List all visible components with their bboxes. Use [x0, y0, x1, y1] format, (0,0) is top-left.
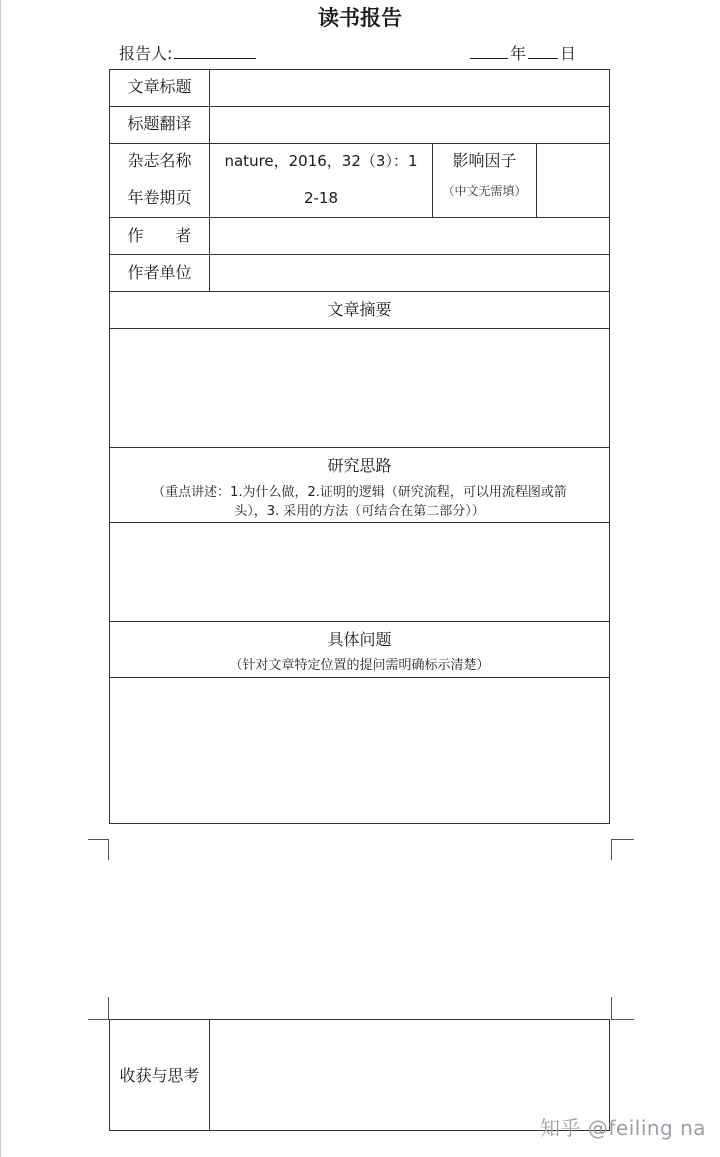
year-blank[interactable] — [470, 58, 508, 59]
title-translation-label: 标题翻译 — [127, 114, 192, 133]
article-title-field[interactable] — [211, 71, 608, 105]
journal-value-line2[interactable]: 2-18 — [303, 189, 339, 207]
page-corner-mark — [88, 997, 109, 1020]
abstract-header: 文章摘要 — [327, 300, 392, 319]
research-idea-note-line2: 头），3. 采用的方法（可结合在第二部分）） — [234, 504, 485, 519]
abstract-field[interactable] — [111, 330, 608, 446]
impact-factor-note: （中文无需填） — [442, 184, 527, 198]
label-column-divider — [209, 1019, 210, 1131]
author-field[interactable] — [211, 219, 608, 253]
row-divider — [109, 522, 610, 523]
title-translation-field[interactable] — [211, 108, 608, 142]
label-column-divider — [209, 69, 210, 291]
row-divider — [109, 447, 610, 448]
impact-factor-value-divider — [536, 143, 537, 217]
impact-factor-field[interactable] — [538, 145, 608, 216]
watermark-text: 知乎 @feiling na — [540, 1116, 707, 1140]
specific-questions-header: 具体问题 — [327, 630, 392, 649]
reporter-blank[interactable] — [174, 58, 256, 59]
page-title: 读书报告 — [318, 6, 402, 30]
row-divider — [109, 621, 610, 622]
row-divider — [109, 677, 610, 678]
article-title-label: 文章标题 — [127, 77, 192, 96]
page-corner-mark — [88, 839, 109, 860]
page-edge — [0, 0, 1, 1157]
journal-value-line1[interactable]: nature，2016，32（3）：1 — [224, 152, 418, 170]
research-idea-note-line1: （重点讲述：1.为什么做，2.证明的逻辑（研究流程，可以用流程图或箭 — [152, 485, 567, 500]
gains-label: 收获与思考 — [119, 1066, 200, 1085]
year-label: 年 — [510, 44, 527, 63]
row-divider — [109, 106, 610, 107]
row-divider — [109, 254, 610, 255]
volume-pages-label: 年卷期页 — [127, 188, 192, 207]
impact-factor-label: 影响因子 — [452, 151, 517, 170]
reporter-label: 报告人: — [119, 44, 173, 63]
journal-name-label: 杂志名称 — [127, 151, 192, 170]
specific-questions-field[interactable] — [111, 679, 608, 822]
affiliation-label: 作者单位 — [127, 263, 192, 282]
row-divider — [109, 328, 610, 329]
research-idea-header: 研究思路 — [327, 456, 392, 475]
page-corner-mark — [611, 839, 634, 860]
affiliation-field[interactable] — [211, 256, 608, 290]
day-label: 日 — [560, 44, 577, 63]
specific-questions-note: （针对文章特定位置的提问需明确标示清楚） — [229, 658, 490, 673]
row-divider — [109, 143, 610, 144]
row-divider — [109, 291, 610, 292]
page-corner-mark — [611, 997, 634, 1020]
day-blank[interactable] — [528, 58, 558, 59]
author-label: 作 者 — [127, 226, 192, 245]
row-divider — [109, 217, 610, 218]
research-idea-field[interactable] — [111, 524, 608, 620]
